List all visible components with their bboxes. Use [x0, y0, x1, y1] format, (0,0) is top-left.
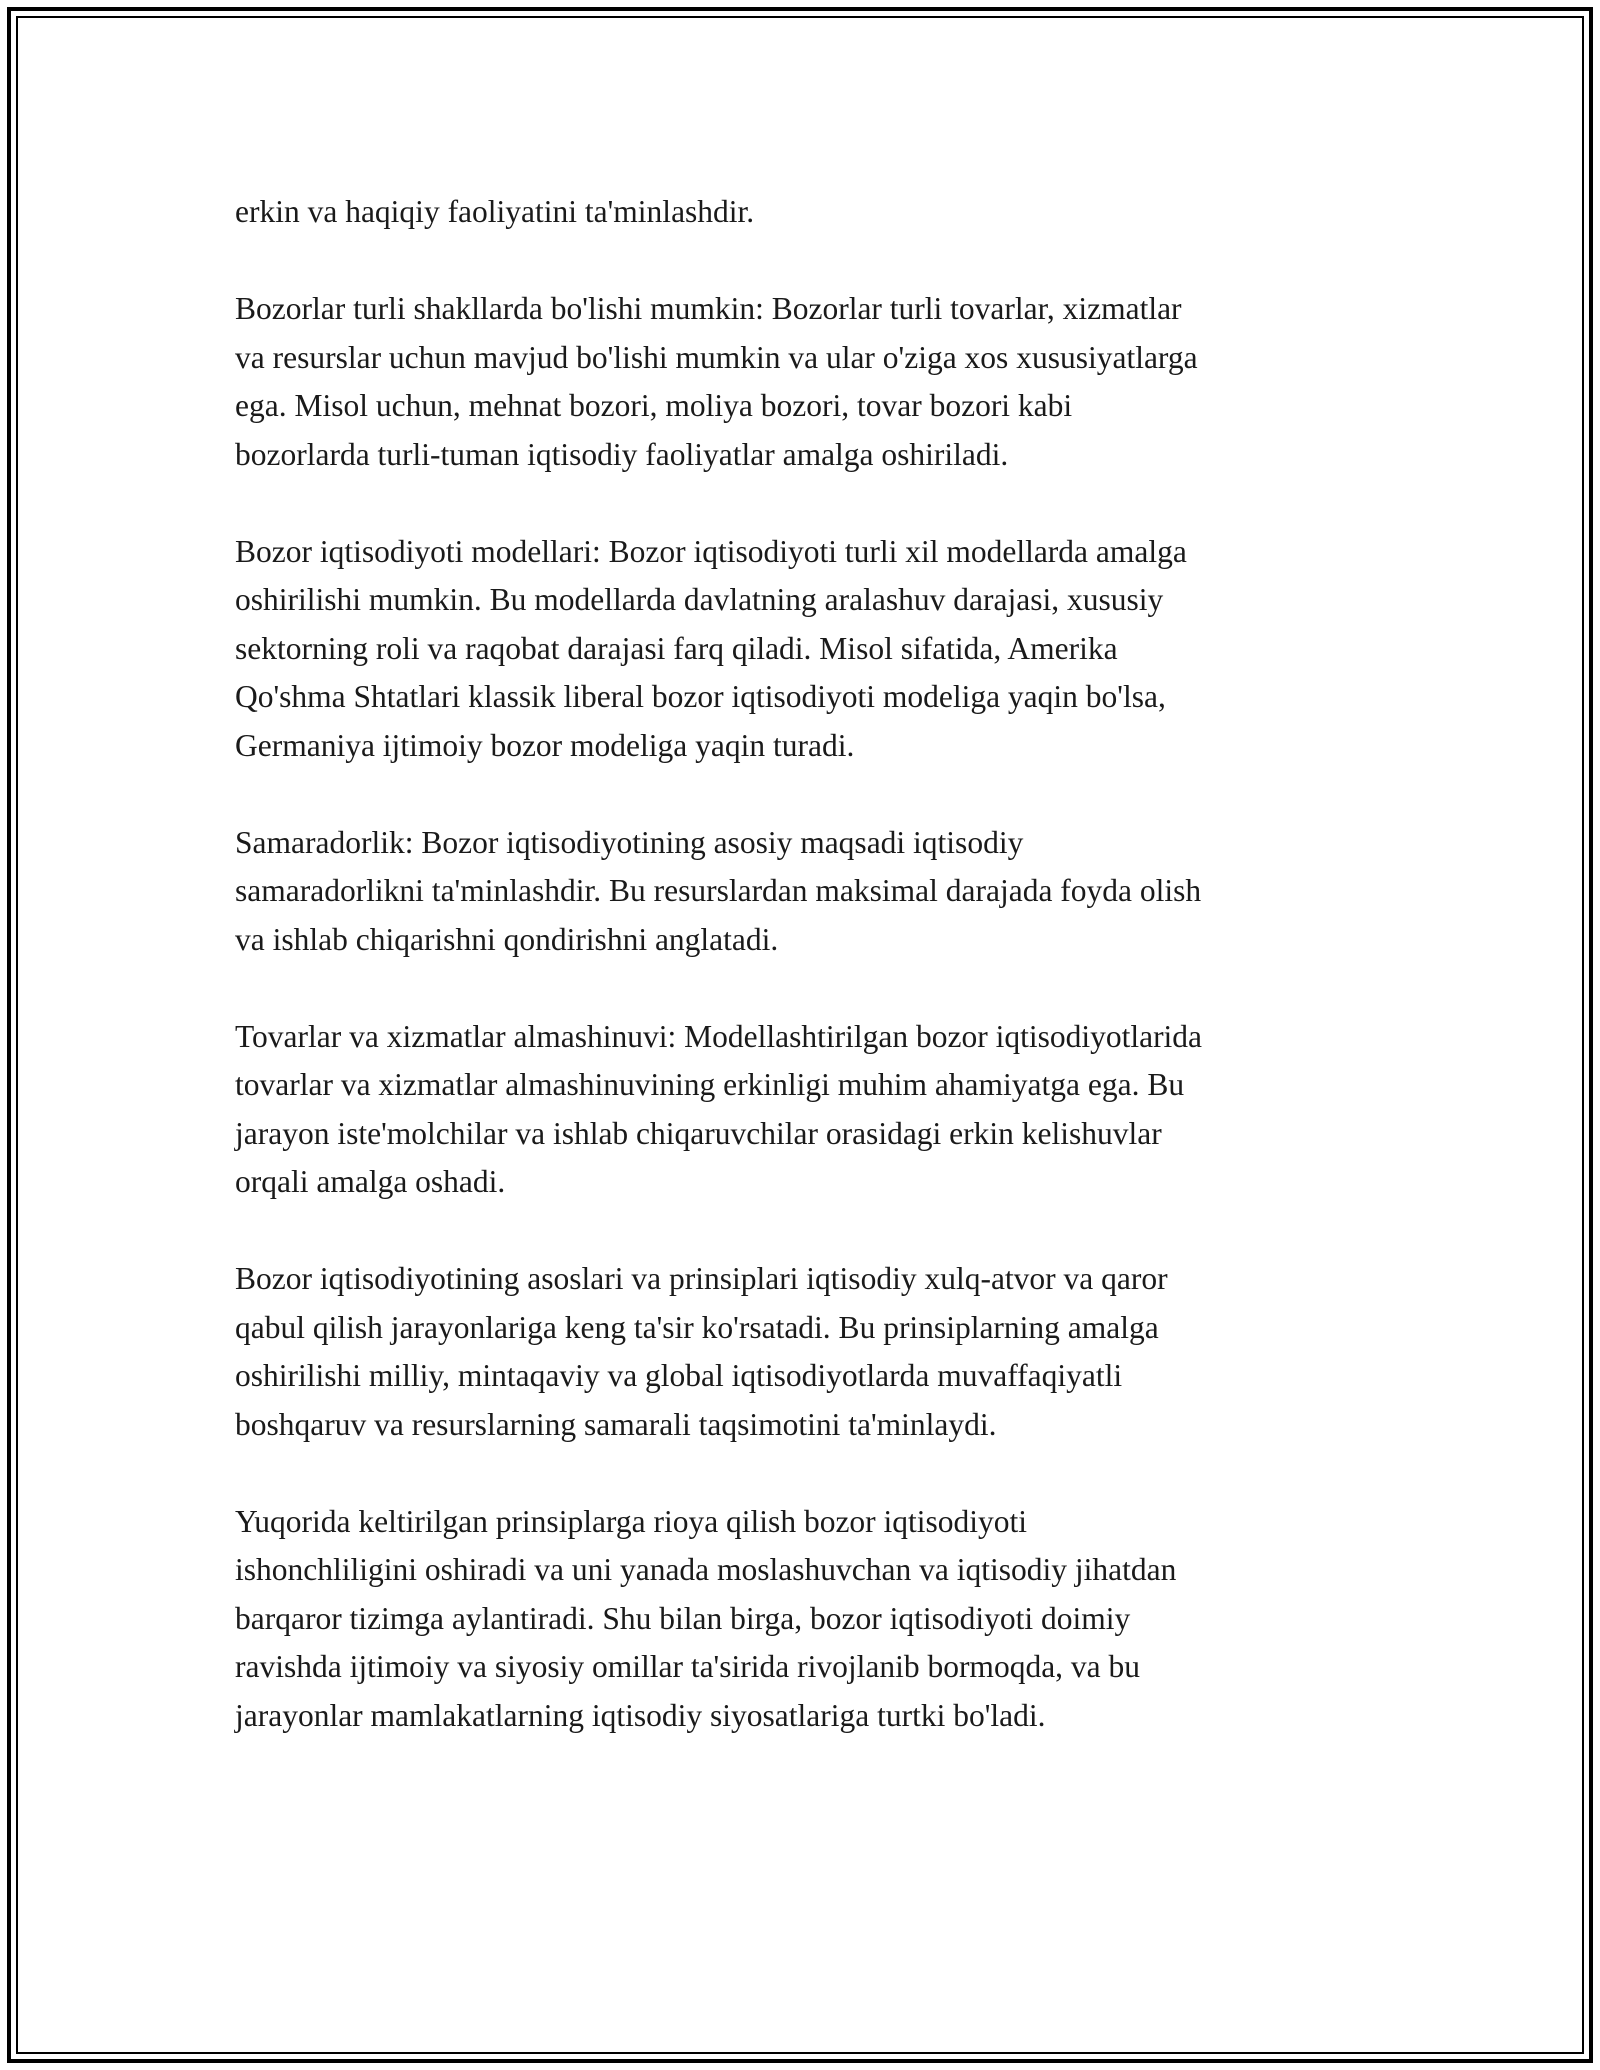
paragraph-market-models: Bozor iqtisodiyoti modellari: Bozor iqtisodiyoti turli xil modellarda amalga oshirilishi mumkin. Bu modellarda davlatning aralashuv darajasi, xususiy sektorning roli va raqobat darajasi farq qiladi. Misol sifatida, Amerika Qo'shma Shtatlari klassik liberal bozor iqtisodiyoti modeliga yaqin bo'lsa, Germaniya ijtimoiy bozor modeliga yaqin turadi. [235, 533, 1187, 763]
paragraph-conclusion: Yuqorida keltirilgan prinsiplarga rioya qilish bozor iqtisodiyoti ishonchliligini oshiradi va uni yanada moslashuvchan va iqtisodiy jihatdan barqaror tizimga aylantiradi. Shu bilan birga, bozor iqtisodiyoti doimiy ravishda ijtimoiy va siyosiy omillar ta'sirida rivojlanib bormoqda, va bu jarayonlar mamlakatlarning iqtisodiy siyosatlariga turtki bo'ladi. [235, 1503, 1177, 1733]
paragraph-efficiency: Samaradorlik: Bozor iqtisodiyotining asosiy maqsadi iqtisodiy samaradorlikni ta'minlashdir. Bu resurslardan maksimal darajada foyda olish va ishlab chiqarishni qondirishni anglatadi. [235, 824, 1202, 957]
paragraph-goods-exchange: Tovarlar va xizmatlar almashinuvi: Modellashtirilgan bozor iqtisodiyotlarida tovarlar va xizmatlar almashinuvining erkinligi muhim ahamiyatga ega. Bu jarayon iste'molchilar va ishlab chiqaruvchilar orasidagi erkin kelishuvlar orqali amalga oshadi. [235, 1018, 1203, 1199]
paragraph-market-forms: Bozorlar turli shakllarda bo'lishi mumkin: Bozorlar turli tovarlar, xizmatlar va resurslar uchun mavjud bo'lishi mumkin va ular o'ziga xos xususiyatlarga ega. Misol uchun, mehnat bozori, moliya bozori, tovar bozori kabi bozorlarda turli-tuman iqtisodiy faoliyatlar amalga oshiriladi. [235, 291, 1198, 472]
paragraph-continuation: erkin va haqiqiy faoliyatini ta'minlashdir. [235, 194, 755, 229]
paragraph-principles-impact: Bozor iqtisodiyotining asoslari va prinsiplari iqtisodiy xulq-atvor va qaror qabul qilish jarayonlariga keng ta'sir ko'rsatadi. Bu prinsiplarning amalga oshirilishi milliy, mintaqaviy va global iqtisodiyotlarda muvaffaqiyatli boshqaruv va resurslarning samarali taqsimotini ta'minlaydi. [235, 1261, 1168, 1442]
document-body [235, 188, 1380, 1789]
